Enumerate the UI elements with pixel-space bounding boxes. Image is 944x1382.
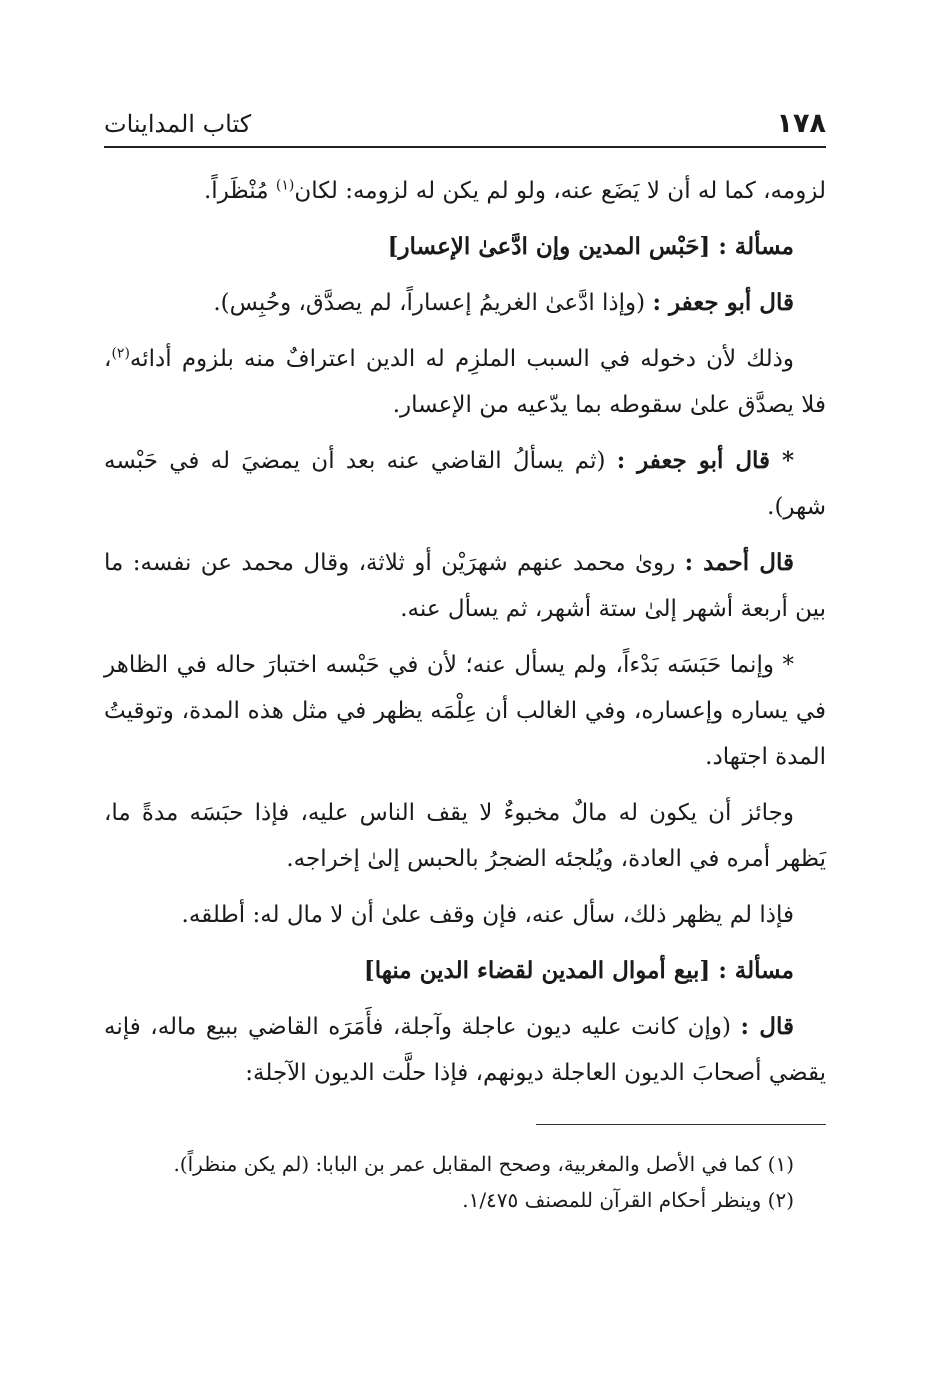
- speaker-label: قال أبو جعفر :: [652, 289, 794, 316]
- heading-title: [حَبْس المدين وإن ادَّعىٰ الإعسار]: [387, 233, 711, 260]
- paragraph-2: [104, 280, 826, 326]
- speaker-label: قال أحمد :: [684, 549, 794, 576]
- paragraph-text: * وإنما حَبَسَه بَدْءاً، ولم يسأل عنه؛ لأن في حَبْسه اختبارَ حاله في الظاهر في يساره وإعساره، وفي الغالب أن عِلْمَه يظهر في مثل هذه المدة، وتوقيتُ المدة اجتهاد.: [104, 652, 826, 770]
- footnotes: [104, 1146, 794, 1218]
- paragraph-text: (وإن كانت عليه ديون عاجلة وآجلة، فأَمَرَه القاضي ببيع ماله، فإنه يقضي أصحابَ الديون العاجلة ديونهم، فإذا حلَّت الديون الآجلة:: [104, 1014, 826, 1086]
- paragraph-text: وذلك لأن دخوله في السبب الملزِم له الدين اعترافٌ منه بلزوم أدائه: [129, 346, 794, 372]
- paragraph-text: (وإذا ادَّعىٰ الغريمُ إعساراً، لم يصدَّق، وحُبِس).: [213, 290, 653, 316]
- page-number: ١٧٨: [776, 108, 826, 139]
- heading-label: مسألة :: [718, 233, 794, 260]
- paragraph-8: [104, 892, 826, 938]
- paragraph-text: (ثم يسألُ القاضي عنه بعد أن يمضيَ له في حَبْسه شهر).: [104, 448, 826, 520]
- paragraph-1: [104, 168, 826, 214]
- footnote-2: (٢) وينظر أحكام القرآن للمصنف ١/٤٧٥.: [462, 1188, 794, 1212]
- section-heading-2: [104, 948, 826, 994]
- header-rule: [104, 146, 826, 148]
- paragraph-tail: ، فلا يصدَّق علىٰ سقوطه بما يدّعيه من الإعسار.: [104, 346, 826, 418]
- footnote-1: (١) كما في الأصل والمغربية، وصحح المقابل عمر بن البابا: (لم يكن منظراً).: [173, 1152, 794, 1176]
- speaker-label: قال :: [740, 1013, 794, 1040]
- paragraph-text: لزومه، كما له أن لا يَضَع عنه، ولو لم يكن له لزومه: لكان: [294, 178, 826, 204]
- paragraph-5: [104, 540, 826, 632]
- footnote-ref-2: (٢): [111, 345, 130, 362]
- paragraph-9: [104, 1004, 826, 1096]
- section-heading-1: [104, 224, 826, 270]
- paragraph-6: [104, 642, 826, 780]
- paragraph-text: فإذا لم يظهر ذلك، سأل عنه، فإن وقف علىٰ أن لا مال له: أطلقه.: [181, 902, 794, 928]
- paragraph-text: روىٰ محمد عنهم شهرَيْن أو ثلاثة، وقال محمد عن نفسه: ما بين أربعة أشهر إلىٰ ستة أشهر، ثم يسأل عنه.: [104, 550, 826, 622]
- page-header: [104, 98, 826, 142]
- main-text: [104, 168, 826, 1106]
- paragraph-7: [104, 790, 826, 882]
- footnote-rule: [536, 1124, 826, 1125]
- heading-label: مسألة :: [718, 957, 794, 984]
- paragraph-text: وجائز أن يكون له مالٌ مخبوءٌ لا يقف الناس عليه، فإذا حبَسَه مدةً ما، يَظهر أمره في العادة، ويُلجئه الضجرُ بالحبس إلىٰ إخراجه.: [104, 800, 826, 872]
- running-title: كتاب المداينات: [104, 110, 252, 138]
- footnote-ref-1: (١): [275, 177, 295, 194]
- paragraph-4: [104, 438, 826, 530]
- speaker-label: * قال أبو جعفر :: [616, 447, 794, 474]
- paragraph-tail: مُنْظَراً.: [204, 178, 276, 204]
- heading-title: [بيع أموال المدين لقضاء الدين منها]: [363, 957, 711, 984]
- paragraph-3: [104, 336, 826, 428]
